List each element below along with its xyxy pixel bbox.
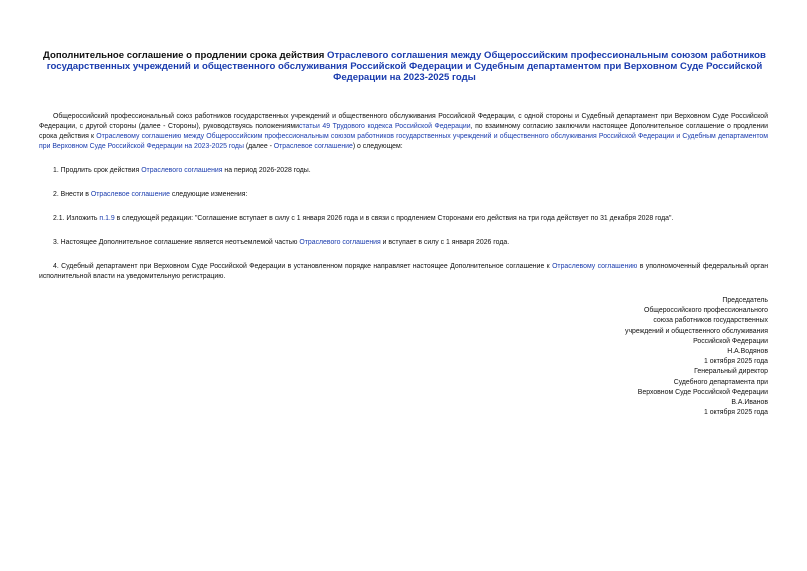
item-3-text-2: и вступает в силу с 1 января 2026 года. [380,239,510,246]
item-2-1 [39,214,768,224]
item-4-text-1: 4. Судебный департамент при Верховном Суде Российской Федерации в установленном порядке направляет настоящее Дополнительное соглашение к [53,263,553,270]
item-1 [39,166,768,176]
item-3-text-1: 3. Настоящее Дополнительное соглашение является неотъемлемой частью [53,239,300,246]
signature-line: Общероссийского профессионального [643,307,768,315]
item-1-text-2: на период 2026-2028 годы. [222,167,311,174]
clause-1-9-link[interactable]: п.1.9 [99,215,115,222]
intro-text-4: ) о следующем: [352,143,403,150]
document-body [39,112,768,282]
signature-line: 1 октября 2025 года [703,409,768,417]
item-2-text-2: следующие изменения: [169,191,248,198]
signature-line: союза работников государственных [653,317,768,325]
intro-text-3: (далее - [243,143,274,150]
signature-line: Генеральный директор [694,368,768,376]
intro-text-1: Общероссийский профессиональный союз работников государственных учреждений и общественного обслуживания Российской Федерации, с одной стороны и Судебный департамент при Верховном Суде Российской Федерации, с другой стороны (далее - Стороны), руководствуясь положениями [39,113,768,130]
item-4-text-2: в уполномоченный федеральный орган исполнительной власти на уведомительную регистрацию. [39,263,769,280]
item-2-1-text-2: в следующей редакции: "Соглашение вступает в силу с 1 января 2026 года и в связи с продлением Сторонами его действия на три года действует по 31 декабря 2028 года". [114,215,674,222]
item-2 [39,190,768,200]
signature-line: Верховном Суде Российской Федерации [637,388,768,396]
signature-line: Российской Федерации [693,337,768,345]
signature-line: 1 октября 2025 года [703,358,768,366]
signature-line: Председатель [722,297,768,304]
labor-code-link[interactable]: статьи 49 Трудового кодекса Российской Федерации [299,123,471,130]
item-1-text-1: 1. Продлить срок действия [53,167,142,174]
item-4 [39,262,768,282]
item-1-link[interactable]: Отраслевого соглашения [141,167,223,174]
intro-paragraph [39,112,768,152]
title-agreement-link[interactable]: Отраслевого соглашения между Общероссийским профессиональным союзом работников государственных учреждений и общественного обслуживания Российской Федерации и Судебным департаментом при Верховном Суде Российской Федерации на 2023-2025 годы [46,50,766,84]
title-prefix: Дополнительное соглашение о продлении срока действия [43,50,327,61]
signature-line: Судебного департамента при [673,378,768,386]
item-3-link[interactable]: Отраслевого соглашения [299,239,381,246]
document-title [36,50,773,84]
signature-line: Н.А.Водянов [727,348,768,356]
agreement-short-link[interactable]: Отраслевое соглашение [273,143,353,150]
item-3 [39,238,768,248]
item-4-link[interactable]: Отраслевому соглашению [552,263,638,270]
item-2-text-1: 2. Внести в [53,191,91,198]
signature-line: В.А.Иванов [731,399,768,407]
intro-text-2: , по взаимному согласию заключили настоящее Дополнительное соглашение о продлении срока действия к [39,123,768,140]
signature-line: учреждений и общественного обслуживания [625,327,768,335]
agreement-link[interactable]: Отраслевому соглашению между Общероссийским профессиональным союзом работников государственных учреждений и общественного обслуживания Российской Федерации и Судебным департаментом при Верховном Суде Российской Федерации на 2023-2025 годы [39,133,768,150]
signature-block [538,296,768,418]
item-2-1-text-1: 2.1. Изложить [53,215,100,222]
item-2-link[interactable]: Отраслевое соглашение [90,191,170,198]
